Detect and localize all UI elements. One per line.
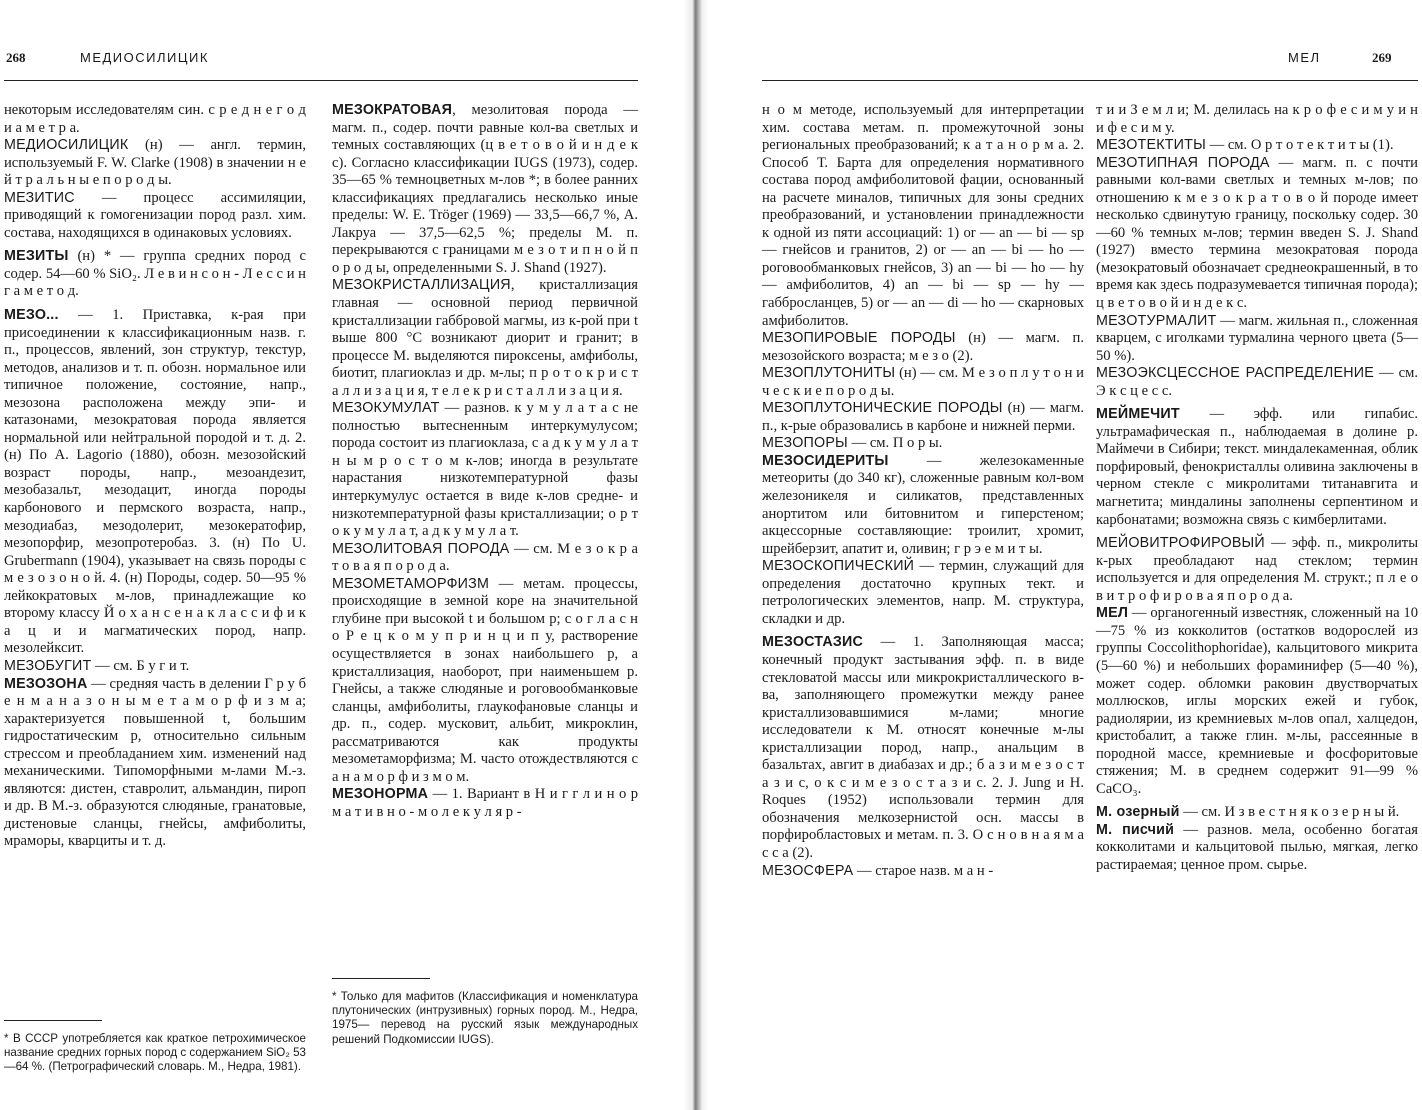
dictionary-entry — [1096, 102, 1418, 137]
entry-headword: МЕЗОСФЕРА — [762, 862, 854, 879]
entry-text: — метам. процессы, происходящие в земной коре на значительной глубине при высокой t и большом p; с о г л а с н о Р е ц к о м у п р и н ц и п у, растворение осуществляется в зонах наибольшего p, а кристаллизация, наоборот, при наименьшем p. Гнейсы, а также слюдяные и роговообманковые сланцы, амфиболиты, глаукофановые сланцы и др. п., содер. мусковит, альбит, микроклин, рассматриваются как продукты мезометаморфизма; М. часто отождествляются с а н а м о р ф и з м о м. — [332, 575, 638, 785]
entry-text: (н) — см. М е з о п л у т о н и ч е с к и е п о р о д ы. — [762, 365, 1084, 399]
entry-headword: МЕЗОСТАЗИС — [762, 634, 864, 651]
dictionary-entry — [332, 277, 638, 400]
entry-text: — средняя часть в делении Г р у б е н м а н а з о н ы м е т а м о р ф и з м а; характеризуется повышенной t, большим гидростатическим p, относительно сильным стрессом и преобладанием хим. изменений над механическими. Типоморфными м-лами М.-з. являются: дистен, ставролит, альмандин, пироп и др. В М.-з. образуются слюдяные, гранатовые, дистеновые сланцы, гнейсы, амфиболиты, мраморы, кварциты и т. д. — [4, 675, 306, 850]
dictionary-entry — [4, 307, 306, 658]
entry-headword: МЕЗОЭКСЦЕССНОЕ РАСПРЕДЕЛЕНИЕ — [1096, 365, 1374, 382]
footnote-rule — [4, 1020, 102, 1021]
left-page-number: 268 — [6, 50, 26, 65]
dictionary-entry — [762, 634, 1084, 862]
entry-text: — эфф. или гипабис. ультрамафическая п., наблюдаемая в долине р. Маймечи в Сибири; текст. миндалекаменная, облик порфировый, фенокристаллы оливина заключены в черном стекле с микролитами титанавгита и магнетита; миндалины заполнены серпентином и карбонатами; возможна связь с кимберлитами. — [1096, 406, 1418, 528]
entry-headword: МЕЛ — [1096, 605, 1129, 622]
entry-text: — см. О р т о т е к т и т ы (1). — [1205, 137, 1394, 154]
dictionary-entry — [332, 102, 638, 277]
entry-text: — магм. п. с почти равными кол-вами светлых и темных м-лов; по отношению к м е з о к р а т о в о й породе имеет несколько сдвинутую границу, поскольку содер. 30—60 % темных м-лов; термин введен S. J. Shand (1927) вместо термина мезократовая порода (мезократовый обозначает среднеокрашенный, в то время как здесь подразумевается типичная порода); ц в е т о в о й и н д е к с. — [1096, 154, 1418, 312]
dictionary-entry — [1096, 535, 1418, 605]
left-running-head: МЕДИОСИЛИЦИК — [80, 50, 209, 65]
entry-text: — процесс ассимиляции, приводящий к гомогенизации пород разл. хим. состава, находящихся в одинаковых условиях. — [4, 189, 306, 241]
entry-text: (н) — магм. п. мезозойского возраста; м е з о (2). — [762, 330, 1084, 364]
entry-headword: М. озерный — [1096, 804, 1180, 821]
dictionary-entry — [1096, 313, 1418, 366]
entry-headword: МЕЗИТЫ — [4, 248, 69, 265]
entry-text: , кристаллизация главная — основной период первичной кристаллизации габбровой магмы, из к-рой при t выше 800 °С возникают диорит и гранит; в процессе М. выделяются пироксены, амфиболы, биотит, плагиоклаз и др. м-лы; п р о т о к р и с т а л л и з а ц и я, т е л е к р и с т а л л и з а ц и я. — [332, 277, 638, 399]
dictionary-entry — [332, 576, 638, 787]
dictionary-entry — [4, 248, 306, 301]
entry-headword: МЕЗОПЛУТОНИЧЕСКИЕ ПОРОДЫ — [762, 400, 1003, 417]
entry-text: — термин, служащий для определения достаточно крупных тект. и петрологических элементов, напр. М. структура, складки и др. — [762, 558, 1084, 627]
entry-text: — см. М е з о к р а т о в а я п о р о д а. — [332, 540, 638, 575]
dictionary-entry — [762, 400, 1084, 435]
dictionary-entry — [1096, 406, 1418, 529]
entry-headword: МЕЗОКУМУЛАТ — [332, 400, 440, 417]
left-column-1 — [4, 102, 306, 851]
right-page-number: 269 — [1372, 50, 1392, 65]
right-page — [708, 0, 1422, 1110]
entry-text: т и и З е м л и; М. делилась на к р о ф е с и м у и н и ф е с и м у. — [1096, 102, 1418, 136]
entry-headword: МЕЗОСИДЕРИТЫ — [762, 452, 889, 469]
left-column-2 — [332, 102, 638, 821]
entry-headword: МЕЗОМЕТАМОРФИЗМ — [332, 575, 490, 592]
entry-text: — органогенный известняк, сложенный на 10—75 % из кокколитов (остатков водорослей из группы Coccolithophoridae), кальцитового микрита (5—60 %) и небольших фораминифер (5—40 %), может содер. обломки раковин двустворчатых моллюсков, иглы морских ежей и губок, радиолярии, из кремниевых м-лов опал, халцедон, кристобалит, а также глин. м-лы, рассеянные в породной массе, кремниевые и фосфоритовые стяжения; М. в среднем содержит 91—99 % CaCO₃. — [1096, 605, 1418, 797]
entry-text: — разнов. к у м у л а т а с не полностью вытесненным интеркумулусом; порода состоит из плагиоклаза, с а д к у м у л а т н ы м р о с т о м к-лов; иногда в результате нарастания низкотемпературной фазы интеркумулус остается в виде к-лов средне- и низкотемпературной фазы кристаллизации; о р т о к у м у л а т, а д к у м у л а т. — [332, 400, 638, 540]
dictionary-entry — [762, 365, 1084, 400]
dictionary-entry — [1096, 137, 1418, 155]
dictionary-entry — [4, 190, 306, 243]
dictionary-entry — [4, 658, 306, 676]
book-gutter — [684, 0, 708, 1110]
dictionary-entry — [4, 676, 306, 851]
dictionary-entry — [762, 330, 1084, 365]
entry-text: (н) — магм. п., к-рые образовались в карбоне и нижней перми. — [762, 400, 1084, 434]
entry-headword: МЕЗОСКОПИЧЕСКИЙ — [762, 558, 915, 575]
entry-text: — железокаменные метеориты (до 340 кг), сложенные равным кол-вом железоникеля и силикатов, представленных анортитом или битовнитом и гиперстеном; акцессорные составляющие: троилит, хромит, шрейберзит, апатит и, оливин; г р э е м и т ы. — [762, 452, 1084, 557]
header-rule — [762, 80, 1418, 81]
entry-text: — старое назв. м а н - — [853, 862, 994, 879]
entry-headword: МЕЗОТЕКТИТЫ — [1096, 137, 1206, 154]
entry-text: (н) * — группа средних пород с содер. 54—60 % SiO₂. Л е в и н с о н - Л е с с и н г а м е т о д. — [4, 248, 306, 300]
entry-text: — см. И з в е с т н я к о з е р н ы й. — [1179, 804, 1400, 821]
entry-headword: МЕЗОТУРМАЛИТ — [1096, 312, 1217, 329]
footnote: * Только для мафитов (Классификация и номенклатура плутонических (интрузивных) горных пород. М., Недра, 1975— перевод на русский язык международных решений Подкомиссии IUGS). — [332, 990, 638, 1046]
entry-text: — см. П о р ы. — [847, 435, 943, 452]
right-running-head: МЕЛ — [1288, 50, 1321, 65]
entry-text: — разнов. мела, особенно богатая кокколитами и кальцитовой пылью, мягкая, легко растираемая; ценное пром. сырье. — [1096, 821, 1418, 873]
footnote: * В СССР употребляется как краткое петрохимическое название средних горных пород с содержанием SiO₂ 53—64 %. (Петрографический словарь. М., Недра, 1981). — [4, 1032, 306, 1074]
entry-headword: МЕЗОКРАТОВАЯ — [332, 102, 453, 118]
entry-headword: МЕЗОБУГИТ — [4, 657, 92, 674]
entry-headword: МЕЙМЕЧИТ — [1096, 406, 1180, 423]
dictionary-entry — [4, 137, 306, 190]
right-column-2 — [1096, 102, 1418, 875]
dictionary-entry — [1096, 822, 1418, 875]
entry-headword: МЕДИОСИЛИЦИК — [4, 137, 129, 154]
dictionary-entry — [762, 558, 1084, 628]
entry-text: — 1. Приставка, к-рая при присоединении к классификационным назв. г. п., процессов, явлений, зон структур, текстур, методов, анализов и т. п. обозн. нормальное или типичное положение, состояние, напр., мезозона расположена между эпи- и катазонами, мезократовая порода является нормальной или нейтральной породой и т. д. 2. (н) По A. Lagorio (1880), обозн. мезозойский возраст породы, напр., мезоандезит, мезобазальт, мезодацит, иногда породы карбонового и пермского возраста, напр., мезодиабаз, мезодолерит, мезокератофир, мезопорфир, мезопротеробаз. 3. (н) По U. Grubermann (1904), указывает на связь породы с м е з о з о н о й. 4. (н) Породы, содер. 50—95 % лейкократовых м-лов, принадлежащие ко второму классу Й о х а н с е н а к л а с с и ф и к а ц и и магматических пород, напр. мезолейксит. — [4, 307, 306, 657]
dictionary-entry — [1096, 804, 1418, 822]
entry-headword: МЕЗОНОРМА — [332, 786, 429, 803]
entry-text: — 1. Вариант в Н и г г л и н о р м а т и в н о - м о л е к у л я р - — [332, 786, 638, 820]
entry-headword: МЕЗОЗОНА — [4, 675, 88, 692]
footnote-rule — [332, 978, 430, 979]
dictionary-entry — [762, 102, 1084, 330]
entry-text: некоторым исследователям син. с р е д н е г о д и а м е т р а. — [4, 102, 306, 136]
dictionary-entry — [332, 400, 638, 540]
entry-text: — 1. Заполняющая масса; конечный продукт застывания эфф. п. в виде стекловатой массы или микрокристаллического в-ва, заполняющего промежутки между ранее кристаллизовавшимися м-лами; многие исследователи к М. относят конечные м-лы кристаллизации пород, напр., анальцим в базальтах, авгит в диабазах и др.; б а з и м е з о с т а з и с, о к с и м е з о с т а з и с. 2. J. Jung и H. Roques (1952) использовали термин для обозначения мелкозернистой осн. массы в порфиробластовых и метам. п. 3. О с н о в н а я м а с с а (2). — [762, 634, 1084, 861]
entry-text: — см. Э к с ц е с с. — [1096, 365, 1418, 399]
entry-headword: МЕЗИТИС — [4, 189, 75, 206]
entry-text: — эфф. п., микролиты к-рых преобладают над стеклом; термин используется и для определения М. структ.; п л е о в и т р о ф и р о в а я п о р о д а. — [1096, 535, 1418, 604]
entry-headword: МЕЗОПЛУТОНИТЫ — [762, 365, 896, 382]
left-page — [0, 0, 690, 1110]
entry-text: , мезолитовая порода — магм. п., содер. почти равные кол-ва светлых и темных составляющих (ц в е т о в о й и н д е к с). Согласно классификации IUGS (1973), содер. 35—65 % темноцветных м-лов *; в более ранних классификациях предлагались несколько иные пределы: W. E. Tröger (1969) — 33,5—66,7 %, А. Лакруа — 37,5—62,5 %; пределы М. п. перекрываются с границами м е з о т и п н о й п о р о д ы, определенными S. J. Shand (1927). — [332, 102, 638, 276]
dictionary-entry — [762, 863, 1084, 881]
dictionary-entry — [332, 541, 638, 576]
dictionary-entry — [1096, 155, 1418, 313]
dictionary-entry — [762, 435, 1084, 453]
entry-text: — см. Б у г и т. — [91, 657, 190, 674]
dictionary-entry — [4, 102, 306, 137]
right-column-1 — [762, 102, 1084, 880]
entry-headword: МЕЗОПИРОВЫЕ ПОРОДЫ — [762, 330, 956, 347]
entry-text: — магм. жильная п., сложенная кварцем, с иголками турмалина черного цвета (5—50 %). — [1096, 312, 1418, 364]
entry-headword: МЕЗОТИПНАЯ ПОРОДА — [1096, 154, 1270, 171]
header-rule — [4, 80, 638, 81]
entry-text: н о м методе, используемый для интерпретации хим. состава метам. п. промежуточной зоны региональных преобразований; к а т а н о р м а. 2. Способ Т. Барта для определения нормативного состава пород амфиболитовой фации, основанный на расчете миналов, типичных для зоны средних преобразований, и установлении принадлежности к одной из пяти ассоциаций: 1) or — an — bi — sp — гнейсов и гранитов, 2) or — an — bi — ho — роговообманковых гнейсов, 3) an — bi — ho — hy — амфиболитов, 4) an — bi — sp — hy — габбросланцев, 5) or — an — di — ho — скарновых амфиболитов. — [762, 102, 1084, 329]
entry-headword: МЕЗОКРИСТАЛЛИЗАЦИЯ — [332, 277, 511, 294]
entry-headword: МЕЗОПОРЫ — [762, 435, 848, 452]
dictionary-entry — [1096, 365, 1418, 400]
dictionary-entry — [762, 453, 1084, 558]
entry-headword: МЕЗОЛИТОВАЯ ПОРОДА — [332, 540, 510, 557]
dictionary-entry — [332, 786, 638, 821]
entry-text: (н) — англ. термин, используемый F. W. Clarke (1908) в значении н е й т р а л ь н ы е п о р о д ы. — [4, 137, 306, 189]
entry-headword: МЕЙОВИТРОФИРОВЫЙ — [1096, 535, 1265, 552]
dictionary-entry — [1096, 605, 1418, 798]
entry-headword: М. писчий — [1096, 821, 1175, 838]
entry-headword: МЕЗО... — [4, 307, 59, 324]
